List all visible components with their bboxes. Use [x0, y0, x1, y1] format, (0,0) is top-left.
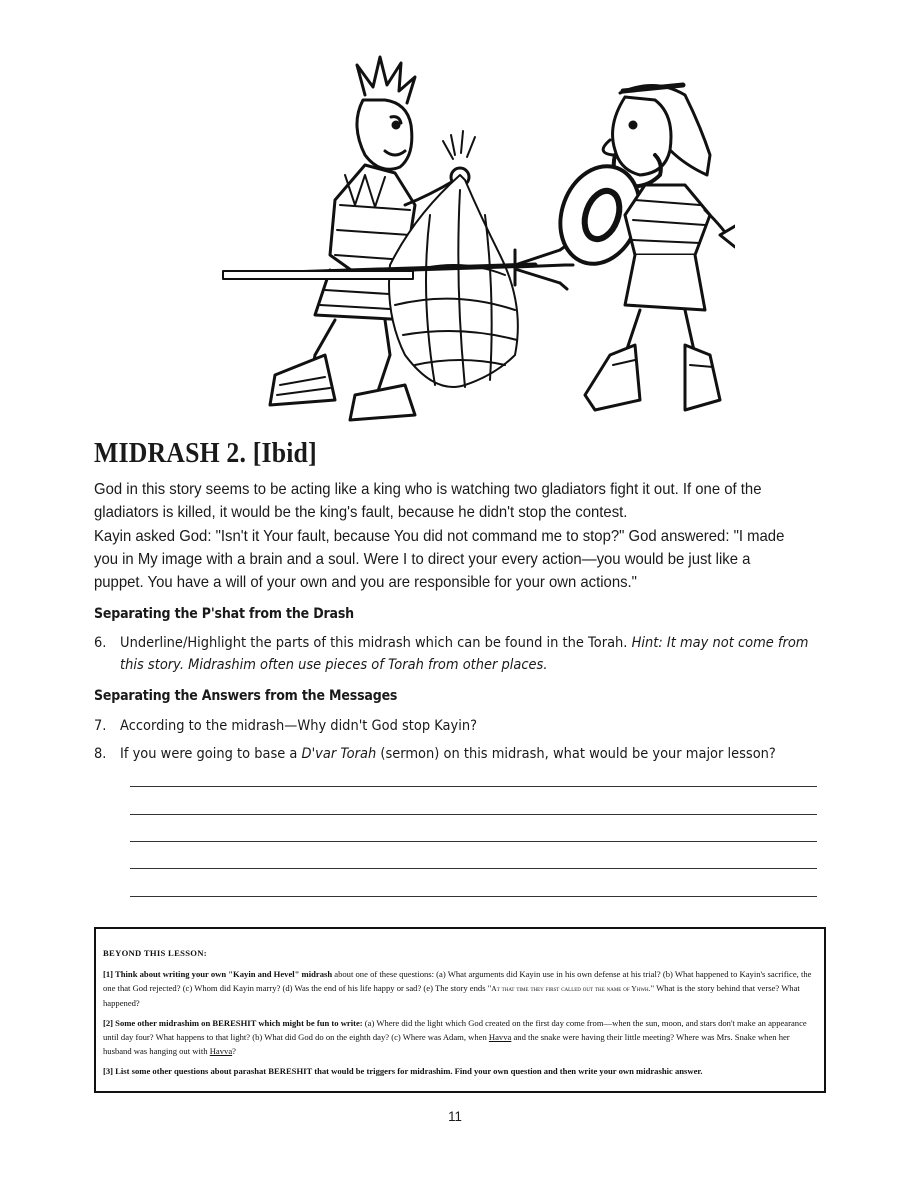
- question-8-term: D'var Torah: [301, 746, 377, 762]
- beyond-item-2: [103, 1016, 815, 1058]
- page-title: MIDRASH 2. [Ibid]: [94, 438, 317, 469]
- beyond-item-1-end: " What is the story behind that verse? What happened?: [103, 983, 800, 1008]
- section-pshat-heading: Separating the P'shat from the Drash: [94, 606, 354, 622]
- question-6-number: 6.: [94, 635, 107, 651]
- question-8: [94, 743, 819, 765]
- question-6-hint: Hint: It may not come from this story. Midrashim often use pieces of Torah from other places.: [120, 635, 809, 673]
- beyond-item-1: [103, 967, 815, 1010]
- beyond-item-1-lead: [1] Think about writing your own "Kayin and Hevel" midrash: [103, 969, 333, 979]
- answer-line[interactable]: [130, 896, 817, 897]
- question-6-text: Underline/Highlight the parts of this midrash which can be found in the Torah.: [120, 635, 628, 651]
- beyond-item-2-text-c: ?: [232, 1046, 236, 1056]
- answer-line[interactable]: [130, 868, 817, 869]
- paragraph-kayin: Kayin asked God: "Isn't it Your fault, because You did not command me to stop?" God answered: "I made you in My image with a brain and a soul. Were I to direct your every action—you would be just like a puppet. You have a will of your own and you are responsible for your own actions.": [94, 528, 785, 591]
- beyond-heading: BEYOND THIS LESSON:: [103, 948, 207, 958]
- question-6: [94, 632, 819, 676]
- beyond-lesson-box: [94, 927, 826, 1093]
- gladiators-illustration: [215, 55, 735, 430]
- right-gladiator: [547, 85, 735, 410]
- beyond-item-2-havva: Havva: [209, 1046, 233, 1056]
- page-number: 11: [448, 1108, 462, 1124]
- question-8-text-a: If you were going to base a: [120, 746, 302, 762]
- answer-line[interactable]: [130, 786, 817, 787]
- beyond-item-2-text-b: and the snake were having their little meeting? Where was Mrs. Snake when her husband was hanging out with: [103, 1032, 790, 1056]
- beyond-item-2-text-a: (a) Where did the light which God created on the first day come from—when the sun, moon, and stars don't make an appearance until day four? What happens to that light? (b) What did God do on the eighth day? (c) Where was Adam, when: [103, 1018, 807, 1042]
- question-7-number: 7.: [94, 718, 107, 734]
- question-7-text: According to the midrash—Why didn't God stop Kayin?: [120, 718, 478, 734]
- beyond-item-2-lead: [2] Some other midrashim on BERESHIT which might be fun to write:: [103, 1018, 363, 1028]
- section-messages-heading: Separating the Answers from the Messages: [94, 688, 398, 704]
- question-8-number: 8.: [94, 746, 107, 762]
- beyond-item-1-text: about one of these questions: (a) What arguments did Kayin use in his own defense at his trial? (b) What happened to Kayin's sacrifice, the one that God rejected? (c) Whom did Kayin marry? (d) Was the end of his life happy or sad? (e) The story ends ": [103, 969, 812, 993]
- beyond-item-3: [103, 1064, 815, 1078]
- answer-line[interactable]: [130, 841, 817, 842]
- paragraph-king: God in this story seems to be acting like a king who is watching two gladiators fight it out. If one of the gladiators is killed, it would be the king's fault, because he didn't stop the contest.: [94, 481, 762, 521]
- beyond-item-1-quote: At that time they first called out the name of Yhwh.: [491, 984, 651, 993]
- beyond-item-2-havva: Havva: [488, 1032, 512, 1042]
- question-8-text-b: (sermon) on this midrash, what would be your major lesson?: [376, 746, 776, 762]
- answer-line[interactable]: [130, 814, 817, 815]
- beyond-item-3-text: [3] List some other questions about parashat BERESHIT that would be triggers for midrashim. Find your own question and then write your own midrashic answer.: [103, 1066, 703, 1076]
- question-7: [94, 715, 819, 737]
